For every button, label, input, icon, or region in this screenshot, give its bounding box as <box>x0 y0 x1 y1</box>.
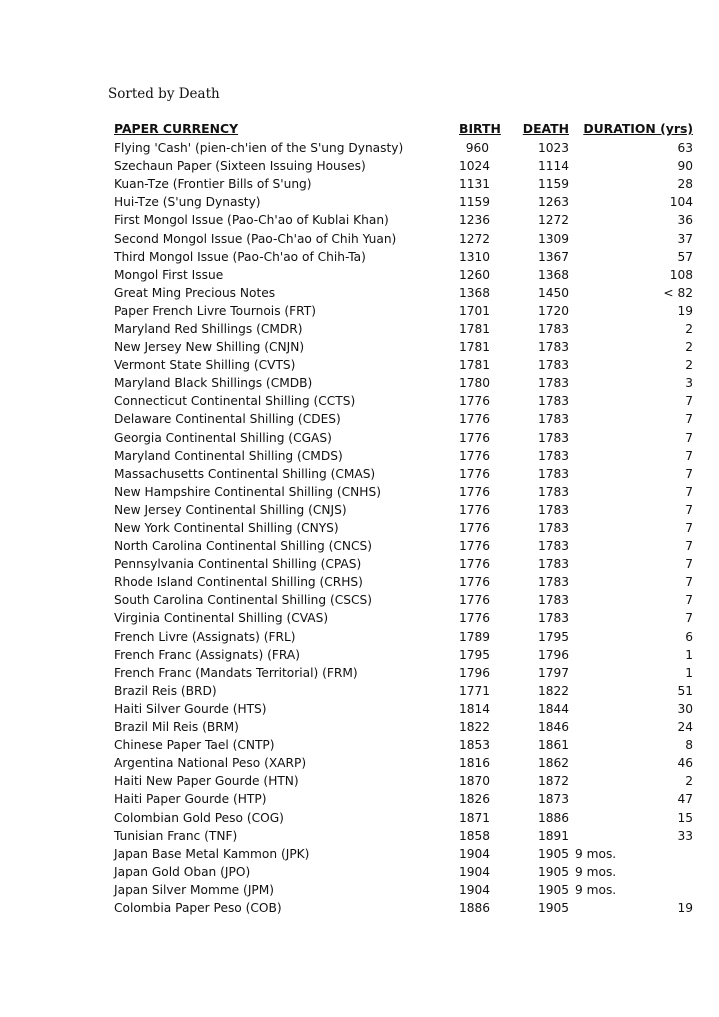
birth-cell: 1781 <box>459 358 491 373</box>
table-row <box>111 591 696 609</box>
birth-cell: 1310 <box>459 249 491 264</box>
currency-name-cell: Szechaun Paper (Sixteen Issuing Houses) <box>114 159 366 174</box>
death-cell: 1783 <box>537 448 569 463</box>
table-row <box>111 175 696 193</box>
currency-name-cell: Second Mongol Issue (Pao-Ch'ao of Chih Yuan) <box>114 231 397 246</box>
currency-name-cell: Paper French Livre Tournois (FRT) <box>114 303 316 318</box>
birth-cell: 1776 <box>459 557 491 572</box>
birth-cell: 1776 <box>459 484 491 499</box>
header-death: DEATH <box>522 121 569 136</box>
currency-name-cell: Maryland Black Shillings (CMDB) <box>114 376 313 391</box>
table-row <box>111 302 696 320</box>
duration-cell: 7 <box>685 611 693 626</box>
duration-cell: 9 mos. <box>575 846 617 861</box>
table-row <box>111 429 696 447</box>
death-cell: 1905 <box>537 882 569 897</box>
birth-cell: 1816 <box>459 756 491 771</box>
currency-name-cell: New Hampshire Continental Shilling (CNHS) <box>114 484 381 499</box>
table-row <box>111 483 696 501</box>
table-row <box>111 392 696 410</box>
table-row <box>111 754 696 772</box>
currency-name-cell: North Carolina Continental Shilling (CNCS) <box>114 539 373 554</box>
table-row <box>111 881 696 899</box>
death-cell: 1309 <box>537 231 569 246</box>
duration-cell: 51 <box>677 683 693 698</box>
duration-cell: 2 <box>685 340 693 355</box>
table-row <box>111 320 696 338</box>
table-row <box>111 573 696 591</box>
table-row <box>111 193 696 211</box>
duration-cell: 7 <box>685 557 693 572</box>
death-cell: 1783 <box>537 484 569 499</box>
table-row <box>111 628 696 646</box>
birth-cell: 1904 <box>459 864 491 879</box>
currency-name-cell: Massachusetts Continental Shilling (CMAS) <box>114 466 376 481</box>
currency-table <box>111 119 696 917</box>
table-row <box>111 899 696 917</box>
currency-name-cell: Connecticut Continental Shilling (CCTS) <box>114 394 356 409</box>
death-cell: 1263 <box>537 195 569 210</box>
table-row <box>111 519 696 537</box>
duration-cell: 19 <box>677 900 693 915</box>
death-cell: 1783 <box>537 539 569 554</box>
duration-cell: 2 <box>685 321 693 336</box>
table-row <box>111 646 696 664</box>
currency-name-cell: French Franc (Assignats) (FRA) <box>114 647 300 662</box>
birth-cell: 1826 <box>459 792 491 807</box>
table-row <box>111 338 696 356</box>
duration-cell: 7 <box>685 394 693 409</box>
duration-cell: 7 <box>685 539 693 554</box>
birth-cell: 1701 <box>459 303 491 318</box>
table-row <box>111 266 696 284</box>
duration-cell: 19 <box>677 303 693 318</box>
birth-cell: 1260 <box>459 267 491 282</box>
header-paper-currency: PAPER CURRENCY <box>114 121 239 136</box>
birth-cell: 1776 <box>459 593 491 608</box>
death-cell: 1797 <box>537 665 569 680</box>
duration-cell: 2 <box>685 774 693 789</box>
death-cell: 1795 <box>537 629 569 644</box>
birth-cell: 1780 <box>459 376 491 391</box>
duration-cell: 8 <box>685 738 693 753</box>
birth-cell: 1904 <box>459 882 491 897</box>
death-cell: 1783 <box>537 358 569 373</box>
duration-cell: 7 <box>685 521 693 536</box>
currency-name-cell: Brazil Reis (BRD) <box>114 683 217 698</box>
birth-cell: 1853 <box>459 738 491 753</box>
table-row <box>111 211 696 229</box>
birth-cell: 1776 <box>459 412 491 427</box>
table-row <box>111 248 696 266</box>
duration-cell: 36 <box>677 213 693 228</box>
birth-cell: 1814 <box>459 701 491 716</box>
duration-cell: 7 <box>685 593 693 608</box>
death-cell: 1783 <box>537 394 569 409</box>
birth-cell: 1789 <box>459 629 491 644</box>
duration-cell: 1 <box>685 665 693 680</box>
duration-cell: 7 <box>685 575 693 590</box>
death-cell: 1783 <box>537 466 569 481</box>
currency-name-cell: Colombia Paper Peso (COB) <box>114 900 282 915</box>
birth-cell: 960 <box>465 141 489 156</box>
currency-name-cell: Vermont State Shilling (CVTS) <box>114 358 296 373</box>
table-row <box>111 139 696 157</box>
birth-cell: 1795 <box>459 647 491 662</box>
duration-cell: 1 <box>685 647 693 662</box>
table-row <box>111 157 696 175</box>
death-cell: 1720 <box>537 303 569 318</box>
currency-name-cell: New York Continental Shilling (CNYS) <box>114 521 339 536</box>
death-cell: 1783 <box>537 521 569 536</box>
birth-cell: 1776 <box>459 539 491 554</box>
header-birth: BIRTH <box>459 121 501 136</box>
duration-cell: 37 <box>677 231 693 246</box>
currency-name-cell: Mongol First Issue <box>114 267 224 282</box>
currency-name-cell: Rhode Island Continental Shilling (CRHS) <box>114 575 363 590</box>
death-cell: 1862 <box>537 756 569 771</box>
birth-cell: 1904 <box>459 846 491 861</box>
table-row <box>111 845 696 863</box>
duration-cell: < 82 <box>663 285 693 300</box>
duration-cell: 7 <box>685 484 693 499</box>
death-cell: 1872 <box>537 774 569 789</box>
birth-cell: 1771 <box>459 683 491 698</box>
birth-cell: 1776 <box>459 448 491 463</box>
table-row <box>111 465 696 483</box>
currency-name-cell: Flying 'Cash' (pien-ch'ien of the S'ung Dynasty) <box>114 141 404 156</box>
table-row <box>111 736 696 754</box>
currency-name-cell: Maryland Continental Shilling (CMDS) <box>114 448 343 463</box>
duration-cell: 24 <box>677 720 693 735</box>
duration-cell: 47 <box>677 792 693 807</box>
currency-name-cell: Haiti Silver Gourde (HTS) <box>114 701 267 716</box>
currency-name-cell: Third Mongol Issue (Pao-Ch'ao of Chih-Ta) <box>114 249 366 264</box>
duration-cell: 30 <box>677 701 693 716</box>
currency-name-cell: First Mongol Issue (Pao-Ch'ao of Kublai Khan) <box>114 213 389 228</box>
duration-cell: 6 <box>685 629 693 644</box>
duration-cell: 63 <box>677 141 693 156</box>
duration-cell: 3 <box>685 376 693 391</box>
birth-cell: 1871 <box>459 810 491 825</box>
currency-name-cell: Japan Gold Oban (JPO) <box>114 864 251 879</box>
duration-cell: 33 <box>677 828 693 843</box>
table-row <box>111 447 696 465</box>
duration-cell: 7 <box>685 502 693 517</box>
header-duration: DURATION (yrs) <box>583 121 693 136</box>
birth-cell: 1236 <box>459 213 491 228</box>
currency-name-cell: Delaware Continental Shilling (CDES) <box>114 412 341 427</box>
table-row <box>111 537 696 555</box>
death-cell: 1846 <box>537 720 569 735</box>
header-row <box>111 119 696 139</box>
table-row <box>111 790 696 808</box>
birth-cell: 1776 <box>459 575 491 590</box>
currency-name-cell: Tunisian Franc (TNF) <box>114 828 238 843</box>
table-row <box>111 863 696 881</box>
death-cell: 1905 <box>537 864 569 879</box>
table-row <box>111 700 696 718</box>
table-body <box>111 139 696 917</box>
currency-name-cell: Haiti New Paper Gourde (HTN) <box>114 774 299 789</box>
death-cell: 1796 <box>537 647 569 662</box>
currency-name-cell: Japan Silver Momme (JPM) <box>114 882 275 897</box>
death-cell: 1783 <box>537 575 569 590</box>
death-cell: 1822 <box>537 683 569 698</box>
currency-name-cell: Argentina National Peso (XARP) <box>114 756 307 771</box>
birth-cell: 1870 <box>459 774 491 789</box>
death-cell: 1891 <box>537 828 569 843</box>
currency-name-cell: Brazil Mil Reis (BRM) <box>114 720 239 735</box>
duration-cell: 104 <box>669 195 693 210</box>
birth-cell: 1131 <box>459 177 491 192</box>
currency-name-cell: Maryland Red Shillings (CMDR) <box>114 321 303 336</box>
duration-cell: 46 <box>677 756 693 771</box>
death-cell: 1783 <box>537 593 569 608</box>
birth-cell: 1368 <box>459 285 491 300</box>
death-cell: 1783 <box>537 557 569 572</box>
birth-cell: 1776 <box>459 521 491 536</box>
table-row <box>111 410 696 428</box>
duration-cell: 9 mos. <box>575 882 617 897</box>
birth-cell: 1776 <box>459 394 491 409</box>
death-cell: 1861 <box>537 738 569 753</box>
currency-name-cell: Kuan-Tze (Frontier Bills of S'ung) <box>114 177 312 192</box>
death-cell: 1367 <box>537 249 569 264</box>
birth-cell: 1776 <box>459 430 491 445</box>
duration-cell: 28 <box>677 177 693 192</box>
table-row <box>111 808 696 826</box>
duration-cell: 90 <box>677 159 693 174</box>
death-cell: 1272 <box>537 213 569 228</box>
death-cell: 1783 <box>537 412 569 427</box>
duration-cell: 57 <box>677 249 693 264</box>
birth-cell: 1776 <box>459 611 491 626</box>
birth-cell: 1024 <box>459 159 491 174</box>
currency-name-cell: Pennsylvania Continental Shilling (CPAS) <box>114 557 362 572</box>
duration-cell: 7 <box>685 412 693 427</box>
table-row <box>111 609 696 627</box>
death-cell: 1783 <box>537 376 569 391</box>
duration-cell: 2 <box>685 358 693 373</box>
duration-cell: 7 <box>685 448 693 463</box>
birth-cell: 1159 <box>459 195 491 210</box>
duration-cell: 7 <box>685 466 693 481</box>
currency-name-cell: Chinese Paper Tael (CNTP) <box>114 738 275 753</box>
death-cell: 1368 <box>537 267 569 282</box>
death-cell: 1844 <box>537 701 569 716</box>
death-cell: 1873 <box>537 792 569 807</box>
table-row <box>111 555 696 573</box>
currency-name-cell: Georgia Continental Shilling (CGAS) <box>114 430 332 445</box>
table-row <box>111 501 696 519</box>
table-row <box>111 229 696 247</box>
currency-name-cell: Colombian Gold Peso (COG) <box>114 810 284 825</box>
birth-cell: 1776 <box>459 502 491 517</box>
table-row <box>111 827 696 845</box>
birth-cell: 1272 <box>459 231 491 246</box>
currency-name-cell: New Jersey Continental Shilling (CNJS) <box>114 502 347 517</box>
death-cell: 1114 <box>537 159 569 174</box>
currency-name-cell: Haiti Paper Gourde (HTP) <box>114 792 267 807</box>
table-row <box>111 718 696 736</box>
table-row <box>111 772 696 790</box>
birth-cell: 1796 <box>459 665 491 680</box>
death-cell: 1450 <box>537 285 569 300</box>
death-cell: 1905 <box>537 900 569 915</box>
death-cell: 1886 <box>537 810 569 825</box>
birth-cell: 1776 <box>459 466 491 481</box>
sort-label: Sorted by Death <box>108 86 220 102</box>
death-cell: 1905 <box>537 846 569 861</box>
currency-name-cell: New Jersey New Shilling (CNJN) <box>114 340 305 355</box>
table-row <box>111 356 696 374</box>
table-row <box>111 374 696 392</box>
death-cell: 1783 <box>537 340 569 355</box>
birth-cell: 1781 <box>459 321 491 336</box>
table-row <box>111 284 696 302</box>
currency-name-cell: French Livre (Assignats) (FRL) <box>114 629 296 644</box>
table-row <box>111 682 696 700</box>
death-cell: 1023 <box>537 141 569 156</box>
birth-cell: 1858 <box>459 828 491 843</box>
currency-name-cell: Great Ming Precious Notes <box>114 285 276 300</box>
death-cell: 1783 <box>537 321 569 336</box>
duration-cell: 7 <box>685 430 693 445</box>
birth-cell: 1822 <box>459 720 491 735</box>
duration-cell: 9 mos. <box>575 864 617 879</box>
currency-name-cell: Hui-Tze (S'ung Dynasty) <box>114 195 261 210</box>
death-cell: 1783 <box>537 611 569 626</box>
duration-cell: 15 <box>677 810 693 825</box>
death-cell: 1783 <box>537 502 569 517</box>
death-cell: 1783 <box>537 430 569 445</box>
currency-name-cell: Japan Base Metal Kammon (JPK) <box>114 846 310 861</box>
duration-cell: 108 <box>669 267 693 282</box>
death-cell: 1159 <box>537 177 569 192</box>
birth-cell: 1886 <box>459 900 491 915</box>
currency-name-cell: South Carolina Continental Shilling (CSCS) <box>114 593 372 608</box>
table-row <box>111 664 696 682</box>
currency-name-cell: Virginia Continental Shilling (CVAS) <box>114 611 329 626</box>
currency-name-cell: French Franc (Mandats Territorial) (FRM) <box>114 665 358 680</box>
birth-cell: 1781 <box>459 340 491 355</box>
